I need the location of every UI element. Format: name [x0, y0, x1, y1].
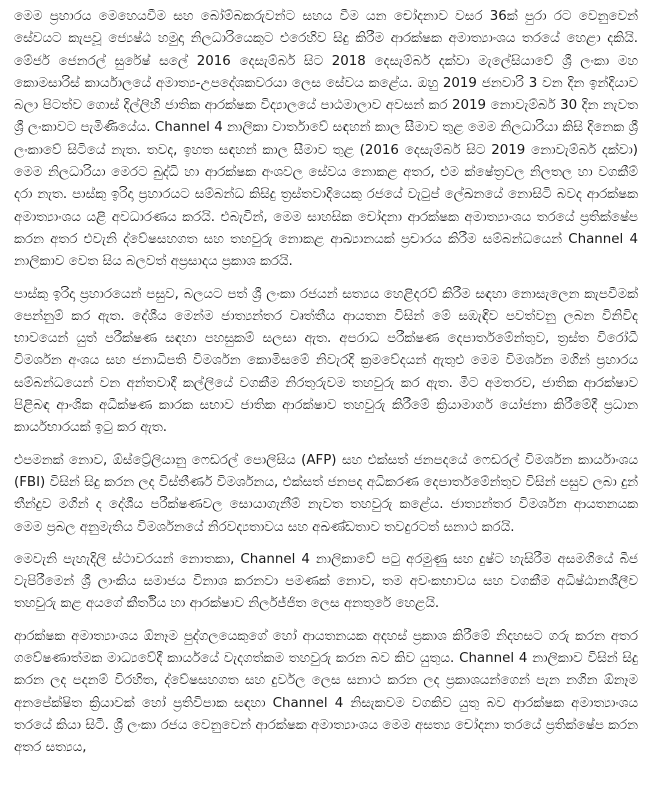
paragraph-ministry-statement: ආරක්ෂක අමාත්‍යාංශය ඕනෑම පුද්ගලයෙකුගේ හෝ ආයතනයක අදහස් ප්‍රකාශ කිරීමේ නිදහසට ගරු කරන අතර ගවේෂණාත්මක මාධ්‍යවේදී කාර්යයේ වැදගත්කම තහවුරු කරන බව කිව යුතුය. Channel 4 නාලිකාව විසින් සිදු කරන ලද පදනම් විරහිත, ද්වේෂසහගත සහ දුර්වල ලෙස සනාථ කරන ලද ප්‍රකාශයන්ගෙන් පැන නගින ඕනෑම අනපේක්ෂිත ක්‍රියාවක් හෝ ප්‍රතිවිපාක සඳහා Channel 4 නිසැකවම වගකිව යුතු බව ආරක්ෂක අමාත්‍යාංශය තරයේ කියා සිටී. ශ්‍රී ලංකා රජය වෙනුවෙන් ආරක්ෂක අමාත්‍යාංශය මෙම අසත්‍ය චෝදනා තරයේ ප්‍රතික්ෂේප කරන අතර සත්‍යය,	[14, 628, 638, 756]
paragraph-channel4-motives: මෙවැනි පැහැදිලි ස්ථාවරයන් නොතකා, Channel 4 නාලිකාවේ පටු අරමුණු සහ දුෂ්ට හැසිරීම අසමගියේ බීජ වැපිරීමෙන් ශ්‍රී ලාංකිය සමාජය විනාශ කරනවා පමණක් නොව, තම අවංකභාවය සහ වගකීම අධිෂ්ඨානශීලීව තහවුරු කළ අයගේ කීර්තිය හා ආරක්ෂාව නිර්ලජ්ජිත ලෙස අනතුරේ හෙළයි.	[14, 551, 638, 612]
paragraph-international-probes: එපමනක් නොව, ඕස්ට්‍රේලියානු ෆෙඩරල් පොලිසිය (AFP) සහ එක්සත් ජනපදයේ ෆෙඩරල් විමර්ශන කාර්යාංශය (FBI) විසින් සිදු කරන ලද විස්තීර්ණ විමර්ශනය, එක්සත් ජනපද අධිකරණ දෙපාර්තමේන්තුව විසින් පසුව ලබා දුන් තීන්දුව මගින් ද දේශීය පරීක්ෂණවල සොයාගැනීම් නැවත තහවුරු කළේය. ජාත්‍යන්තර විමර්ශන ආයතනයක මෙම ප්‍රබල අනුමැතිය විමර්ශනයේ නිරවද්‍යතාවය සහ අඛණ්ඩතාව තවදුරටත් සනාථ කරයි.	[14, 452, 638, 535]
paragraph-allegation-rejection: මෙම ප්‍රහාරය මෙහෙයවීම සහ බෝම්බකරුවන්ට සහය වීම යන චෝදනාව වසර 36ක් පුරා රට වෙනුවෙන් සේවයට කැපවූ ජ්‍යෙෂ්ඨ හමුදා නිලධාරියෙකුට එරෙහිව සිදු කිරීම ආරක්ෂක අමාත්‍යාංශය තරයේ හෙළා දකියි. මේජර් ජෙනරල් සුරේෂ් සලේ 2016 දෙසැම්බර් සිට 2018 දෙසැම්බර් දක්වා මැලේසියාවේ ශ්‍රී ලංකා මහ කොමසාරිස් කාර්යාලයේ අමාත්‍ය-උපදේශකවරයා ලෙස සේවය කළේය. ඔහු 2019 ජනවාරි 3 වන දින ඉන්දියාව බලා පිටත්ව ගොස් දිල්ලිහි ජාතික ආරක්ෂක විද්‍යාලයේ පාඨමාලාව අවසන් කර 2019 නොවැම්බර් 30 දින නැවත ශ්‍රී ලංකාවට පැමිණියේය. Channel 4 නාලිකා වාර්තාවේ සඳහන් කාල සීමාව තුළ මෙම නිලධාරියා කිසි දිනෙක ශ්‍රී ලංකාවේ සිටියේ නැත. තවද, ඉහත සඳහන් කාල සීමාව තුළ (2016 දෙසැම්බර් සිට 2019 නොවැම්බර් දක්වා) මෙම නිලධාරියා මෙරට බුද්ධි හා ආරක්ෂක අංශවල සේවය නොකළ අතර, එම ක්ෂේත්‍රවල නිලතල හා වගකීම් දරා නැත. පාස්කු ඉරිදා ප්‍රහාරයට සම්බන්ධ කිසිදු ත්‍රස්තවාදියෙකු රජයේ වැටුප් ලේඛනයේ නොසිටි බවද ආරක්ෂක අමාත්‍යාංශය යළි අවධාරණය කරයි. එබැවින්, මෙම සාහසික චෝදනා ආරක්ෂක අමාත්‍යාංශය තරයේ ප්‍රතික්ෂේප කරන අතර එවැනි ද්වේෂසහගත සහ තහවුරු නොකළ ආඛ්‍යානයක් ප්‍රචාරය කිරීම සම්බන්ධයෙන් Channel 4 නාලිකාව වෙත සිය බලවත් අප්‍රසාදය ප්‍රකාශ කරයි.	[14, 9, 638, 270]
paragraph-investigations: පාස්කු ඉරිදා ප්‍රහාරයෙන් පසුව, බලයට පත් ශ්‍රී ලංකා රජයන් සත්‍යය හෙළිදරව් කිරීම සඳහා නොසැලෙන කැපවීමක් පෙන්නුම් කර ඇත. දේශීය මෙන්ම ජාත්‍යන්තර වෘත්තීය ආයතන විසින් මේ සඹැඳිව පවත්වනු ලබන විනිවිද භාවයෙන් යුත් පරීක්ෂණ සඳහා පහසුකම් සලසා ඇත. අපරාධ පරීක්ෂණ දෙපාර්තමේන්තුව, ත්‍රස්ත විරෝධී විමර්ශන අංශය සහ ජනාධිපති විමර්ශන කොමිසමේ නිවැරදි ක්‍රමවේදයන් ඇතුළු මෙම විමර්ශන මගින් ප්‍රහාරය සම්බන්ධයෙන් වන අන්තවාදී කල්ලියේ වගකීම නිරතුරුවම තහවුරු කර ඇත. මීට අමතරව, ජාතික ආරක්ෂාව පිළිබඳ ආංශික අධීක්ෂණ කාරක සභාව ජාතික ආරක්ෂාව තහවුරු කිරීමේ ක්‍රියාමාර්ග යෝජනා කිරීමේදී ප්‍රධාන කාර්යභාරයක් ඉටු කර ඇත.	[14, 286, 638, 436]
